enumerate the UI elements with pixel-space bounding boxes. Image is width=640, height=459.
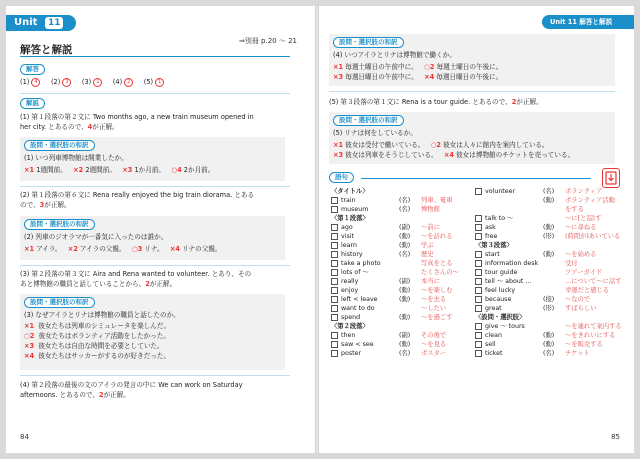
answers-tag: 解答 (20, 64, 45, 75)
vocab-meaning: その後で (421, 332, 447, 339)
vocab-word: feel lucky (485, 287, 516, 294)
unit-badge: Unit 11 解答と解説 (542, 15, 634, 29)
checkbox-icon (475, 269, 482, 276)
vocab-word: train (341, 197, 356, 204)
checkbox-icon (475, 323, 482, 330)
checkbox-icon (475, 305, 482, 312)
vocab-entry (331, 331, 459, 340)
vocab-entry (331, 349, 459, 358)
vocab-meaning: ～を始める (565, 251, 597, 258)
q5-explanation: (5) 第３段落の第１文に Rena is a tour guide. とあるので、2が正解。 (329, 98, 543, 106)
vocab-word: clean (485, 332, 502, 339)
vocab-word: poster (341, 350, 362, 357)
answer-item: (5) 1 (144, 78, 164, 86)
checkbox-icon (331, 242, 338, 249)
vocab-meaning: ～を連れて案内する (565, 323, 622, 330)
checkbox-icon (331, 269, 338, 276)
kb4-question: (4) いつアイラとリナは博物館で働くか。 (333, 51, 456, 59)
vocab-entry (475, 250, 622, 259)
vocab-meaning: 受付 (565, 260, 578, 267)
vocab-section-heading: 〈第３段落〉 (475, 242, 513, 249)
option: ×1 彼女たちは列車のシミュレータを楽しんだ。 (24, 322, 171, 330)
vocab-entry (331, 286, 459, 295)
vocab-entry (475, 187, 622, 196)
vocab-word: spend (341, 314, 361, 321)
vocab-entry (475, 196, 622, 205)
vocab-meaning: ポスター (421, 350, 447, 357)
kb3-options (24, 321, 170, 361)
option: ×3 彼女たちは自由な時間を必要としていた。 (24, 342, 164, 350)
vocab-pos: (接) (543, 296, 555, 303)
vocab-word: learn (341, 242, 357, 249)
vocab-entry (475, 349, 622, 358)
checkbox-icon (475, 296, 482, 303)
option: ○2 彼女たちはボランティア活動をしたかった。 (24, 332, 170, 340)
kb1-tag: 設問・選択肢の和訳 (24, 140, 95, 151)
kb5-tag-row (333, 115, 404, 126)
vocab-word: free (485, 233, 498, 240)
vocab-word: ask (485, 224, 496, 231)
kb2-options (24, 244, 222, 254)
divider (20, 265, 290, 266)
vocab-entry (475, 223, 622, 232)
checkbox-icon (331, 305, 338, 312)
vocab-entry (331, 205, 459, 214)
checkbox-icon (331, 206, 338, 213)
vocab-word: give ～ tours (485, 323, 525, 330)
vocab-meaning: たくさんの～ (421, 269, 459, 276)
unit-badge (6, 15, 76, 31)
vocab-meaning: ～なので (565, 296, 591, 303)
vocab-meaning: すばらしい (565, 305, 597, 312)
answers-tag-row (20, 64, 45, 75)
option: ×4 リナの父親。 (169, 245, 222, 253)
checkbox-icon (331, 314, 338, 321)
kb2-tag-row (24, 219, 95, 230)
q4-explanation (20, 380, 243, 400)
vocab-meaning: ～を過ごす (421, 314, 453, 321)
vocab-word: ago (341, 224, 353, 231)
vocab-pos: (名) (543, 188, 555, 195)
checkbox-icon (331, 278, 338, 285)
vocab-section-heading: 〈第２段落〉 (331, 323, 369, 330)
kb1-tag-row (24, 140, 95, 151)
q2-line1: (2) 第１段落の第６文に Rena really enjoyed the big train diorama. とある (20, 191, 255, 199)
option: ×1 1週間前。 (24, 166, 67, 174)
divider (20, 375, 290, 376)
answer-item: (1) 4 (20, 78, 40, 86)
right-page (319, 6, 634, 453)
vocab-word: great (485, 305, 502, 312)
checkbox-icon (331, 350, 338, 357)
vocab-pos: (副) (399, 332, 411, 339)
vocab-section-heading: 〈設問・選択肢〉 (475, 314, 526, 321)
vocab-entry (475, 268, 622, 277)
vocab-meaning: をする (565, 206, 584, 213)
q2-answer: 3 (39, 201, 45, 209)
checkbox-icon (331, 296, 338, 303)
vocab-tag: 語句 (329, 172, 354, 183)
kb1-question: (1) いつ列車博物館は開業したか。 (24, 154, 128, 162)
vocab-entry (331, 241, 459, 250)
vocab-pos: (形) (543, 233, 555, 240)
checkbox-icon (475, 188, 482, 195)
kb2-question: (2) 列車のジオラマが一番気に入ったのは誰か。 (24, 233, 168, 241)
checkbox-icon (331, 260, 338, 267)
reference-note: ⇒別冊 p.20 ～ 21 (238, 37, 297, 45)
vocab-word: volunteer (485, 188, 516, 195)
title-rule (20, 56, 290, 57)
vocab-entry (475, 214, 622, 223)
vocab-entry (331, 313, 459, 322)
vocab-section-heading: 〈第１段落〉 (331, 215, 369, 222)
vocab-meaning: ～前に (421, 224, 440, 231)
vocab-entry (475, 286, 622, 295)
vocab-column-2 (475, 187, 622, 358)
vocab-meaning: 博物館 (421, 206, 440, 213)
vocab-meaning: ～を楽しむ (421, 287, 453, 294)
checkbox-icon (475, 332, 482, 339)
vocab-word: ticket (485, 350, 503, 357)
q1-line2: her city. とあるので、4が正解。 (20, 123, 119, 131)
vocab-word: sell (485, 341, 496, 348)
option: ×2 2週間前。 (73, 166, 116, 174)
vocab-pos: (動) (399, 296, 411, 303)
vocab-pos: (動) (399, 341, 411, 348)
checkbox-icon (331, 197, 338, 204)
page-number: 84 (20, 433, 29, 441)
divider (329, 91, 615, 92)
kb3-question: (3) なぜアイラとリナは博物館の職員と話したのか。 (24, 311, 180, 319)
vocab-pos: (名) (543, 350, 555, 357)
vocab-entry (475, 331, 622, 340)
kb3-tag-row (24, 297, 95, 308)
vocab-tag-row (329, 172, 354, 183)
q2-explanation (20, 190, 254, 210)
vocab-word: lots of ～ (341, 269, 369, 276)
option: ○4 2か月前。 (171, 166, 215, 174)
checkbox-icon (331, 224, 338, 231)
explain-tag-row (20, 98, 45, 109)
vocab-meaning: ～を販売する (565, 341, 603, 348)
vocab-entry (331, 295, 459, 304)
vocab-meaning: ～に尋ねる (565, 224, 597, 231)
vocab-entry (475, 232, 622, 241)
answers-row (20, 77, 164, 87)
checkbox-icon (475, 215, 482, 222)
vocab-meaning: ボランティア活動 (565, 197, 615, 204)
divider (20, 186, 290, 187)
vocab-pos: (動) (543, 251, 555, 258)
vocab-word: museum (341, 206, 369, 213)
q3-answer: 2 (145, 280, 150, 288)
checkbox-icon (475, 260, 482, 267)
vocab-entry (331, 304, 459, 313)
vocab-entry (331, 259, 459, 268)
vocab-pos: (動) (399, 287, 411, 294)
kb5-tag: 設問・選択肢の和訳 (333, 115, 404, 126)
q3-explanation (20, 269, 251, 289)
vocab-word: tour guide (485, 269, 518, 276)
vocab-meaning: 歴史 (421, 251, 434, 258)
checkbox-icon (475, 224, 482, 231)
vocab-meaning: ～に[と]話す (565, 215, 602, 222)
vocab-meaning: ～を見る (421, 341, 447, 348)
vocab-meaning: 本当に (421, 278, 440, 285)
vocab-entry (475, 304, 622, 313)
answer-item: (4) 2 (113, 78, 133, 86)
option: ×4 彼女たちはサッカーがするのが好きだった。 (24, 352, 171, 360)
vocab-word: really (341, 278, 359, 285)
vocab-word: history (341, 251, 363, 258)
vocab-section-heading: 〈タイトル〉 (331, 188, 369, 195)
vocab-entry (331, 223, 459, 232)
checkbox-icon (331, 251, 338, 258)
vocab-word: enjoy (341, 287, 359, 294)
vocab-pos: (動) (543, 224, 555, 231)
checkbox-icon (331, 287, 338, 294)
vocab-pos: (名) (399, 251, 411, 258)
audio-download-icon (602, 168, 620, 188)
vocab-pos: (動) (543, 197, 555, 204)
vocab-pos: (名) (399, 206, 411, 213)
vocab-word: want to do (341, 305, 375, 312)
kb4-tag: 設問・選択肢の和訳 (333, 37, 404, 48)
checkbox-icon (331, 341, 338, 348)
answer-item: (3) 1 (82, 78, 102, 86)
explain-tag: 解説 (20, 98, 45, 109)
q4-line1: (4) 第２段落の最後の文のアイラの発言の中に We can work on Saturday (20, 381, 243, 389)
checkbox-icon (475, 287, 482, 294)
vocab-pos: (副) (399, 224, 411, 231)
vocab-pos: (動) (399, 242, 411, 249)
vocab-meaning: …について～に話す (565, 278, 622, 285)
q3-line1: (3) 第２段落の第３文に Aira and Rena wanted to volunteer. とあり、その (20, 270, 252, 278)
checkbox-icon (331, 332, 338, 339)
page-title: 解答と解説 (20, 44, 73, 56)
q4-line2: afternoons. とあるので、2が正解。 (20, 391, 130, 399)
vocab-pos: (名) (399, 197, 411, 204)
checkbox-icon (475, 341, 482, 348)
option: ×2 アイラの父親。 (67, 245, 126, 253)
vocab-entry (475, 295, 622, 304)
vocab-pos: (動) (399, 314, 411, 321)
vocab-word: information desk (485, 260, 539, 267)
page-number: 85 (611, 433, 620, 441)
checkbox-icon (475, 233, 482, 240)
vocab-pos: (動) (543, 332, 555, 339)
kb2-tag: 設問・選択肢の和訳 (24, 219, 95, 230)
q5-answer: 2 (511, 98, 517, 106)
vocab-pos: (形) (543, 305, 555, 312)
checkbox-icon (475, 350, 482, 357)
checkbox-icon (475, 251, 482, 258)
vocab-entry (475, 277, 622, 286)
vocab-word: tell ～ about ... (485, 278, 532, 285)
vocab-entry (331, 340, 459, 349)
vocab-pos: (動) (399, 233, 411, 240)
vocab-entry (331, 250, 459, 259)
vocab-word: take a photo (341, 260, 381, 267)
vocab-pos: (動) (543, 341, 555, 348)
unit-number: 11 (45, 17, 64, 29)
vocab-word: because (485, 296, 512, 303)
vocab-entry (475, 259, 622, 268)
vocab-meaning: ～したい (421, 305, 447, 312)
vocab-word: talk to ～ (485, 215, 514, 222)
vocab-meaning: 列車、電車 (421, 197, 453, 204)
kb4-options: ×1 毎週土曜日の午前中に。 ○2 毎週土曜日の午後に。 ×3 毎週日曜日の午前中に。 ×4 毎週日曜日の午後に。 (333, 63, 503, 81)
kb1-options (24, 165, 214, 175)
vocab-meaning: ～を去る (421, 296, 447, 303)
vocab-entry (331, 196, 459, 205)
vocab-entry (331, 232, 459, 241)
vocab-rule (361, 178, 591, 179)
vocab-meaning: 写真をとる (421, 260, 453, 267)
vocab-entry (331, 277, 459, 286)
q2-line2: ので、3が正解。 (20, 201, 71, 209)
vocab-meaning: (時間が)あいている (565, 233, 621, 240)
vocab-word: then (341, 332, 356, 339)
vocab-meaning: ～を訪れる (421, 233, 453, 240)
vocab-word: saw < see (341, 341, 374, 348)
checkbox-icon (331, 233, 338, 240)
vocab-meaning: チケット (565, 350, 590, 357)
option: ×1 アイラ。 (24, 245, 62, 253)
vocab-meaning: ボランティア (565, 188, 603, 195)
q1-explanation (20, 112, 254, 132)
vocab-meaning: 学ぶ (421, 242, 434, 249)
vocab-meaning: 幸運だと感じる (565, 287, 610, 294)
answer-item: (2) 3 (51, 78, 71, 86)
kb5-question: (5) リナは何をしているか。 (333, 129, 417, 137)
option: ×3 1か月前。 (122, 166, 166, 174)
vocab-entry (475, 322, 622, 331)
vocab-entry (475, 205, 622, 214)
vocab-pos: (副) (399, 278, 411, 285)
vocab-pos: (名) (399, 350, 411, 357)
q3-line2: あと博物館の職員と話していることから、2が正解。 (20, 280, 177, 288)
option: ○3 リナ。 (131, 245, 164, 253)
vocab-word: start (485, 251, 500, 258)
q1-line1: (1) 第１段落の第２文に Two months ago, a new train museum opened in (20, 113, 254, 121)
vocab-entry (475, 340, 622, 349)
kb4-tag-row (333, 37, 404, 48)
vocab-meaning: ツアーガイド (565, 269, 603, 276)
q1-answer: 4 (87, 123, 93, 131)
vocab-entry (331, 268, 459, 277)
vocab-word: left < leave (341, 296, 378, 303)
kb3-tag: 設問・選択肢の和訳 (24, 297, 95, 308)
checkbox-icon (475, 278, 482, 285)
unit-label: Unit (14, 17, 38, 28)
vocab-column-1 (331, 187, 459, 358)
vocab-word: visit (341, 233, 354, 240)
divider (20, 93, 290, 94)
vocab-meaning: ～をきれいにする (565, 332, 616, 339)
q4-answer: 2 (98, 391, 104, 399)
kb5-options: ×1 彼女は受付で働いている。 ○2 彼女は人々に館内を案内している。 ×3 彼女は列車をそうじしている。 ×4 彼女は博物館のチケットを売っている。 (333, 141, 575, 159)
left-page (6, 6, 315, 453)
